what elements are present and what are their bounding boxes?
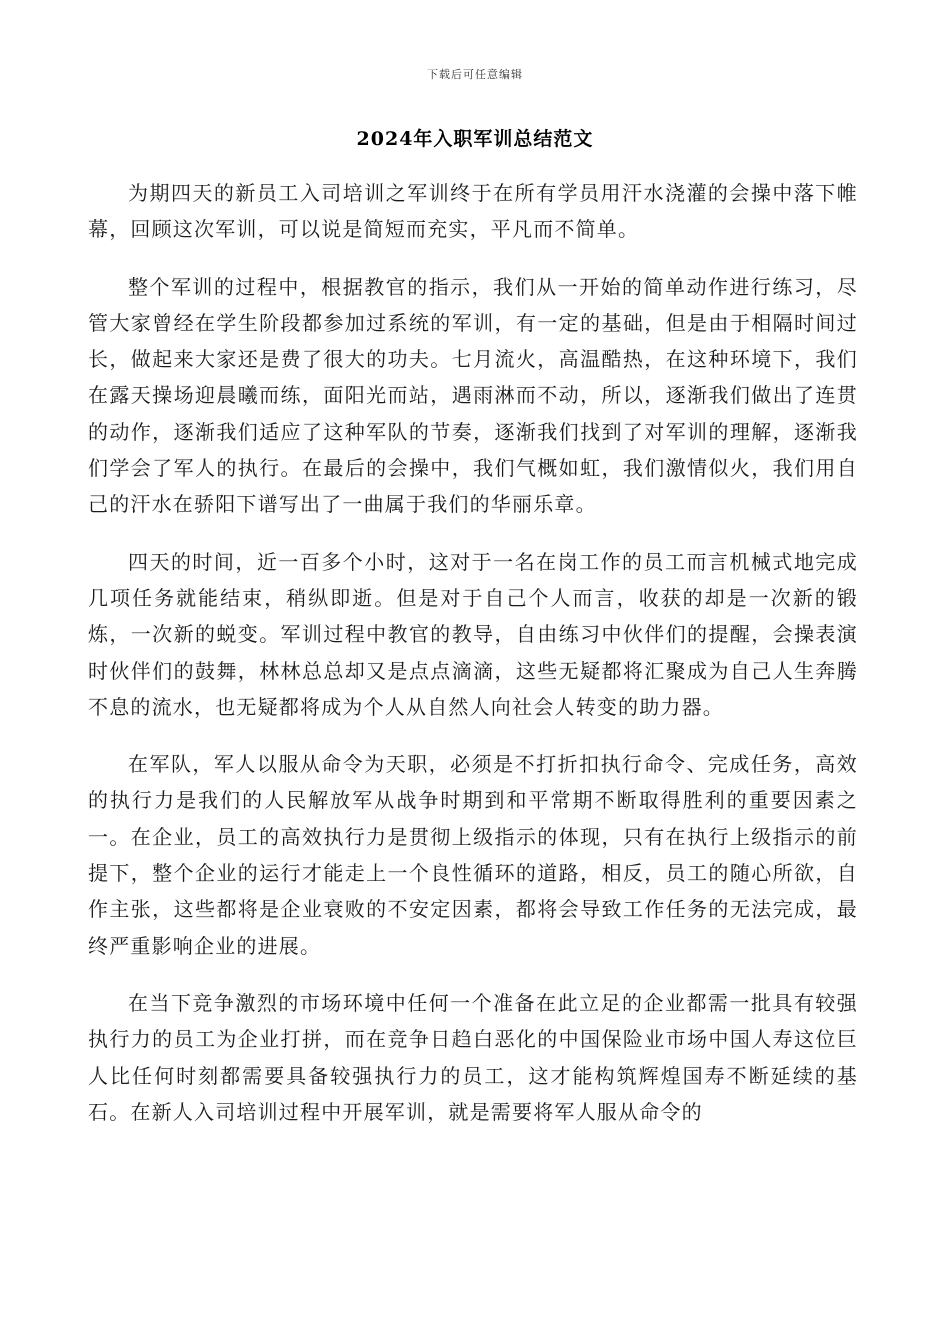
paragraph-5: 在当下竞争激烈的市场环境中任何一个准备在此立足的企业都需一批具有较强执行力的员工为企业打拼，而在竞争日趋白恶化的中国保险业市场中国人寿这位巨人比任何时刻都需要具备较强执行力的员工，这才能构筑辉煌国寿不断延续的基石。在新人入司培训过程中开展军训，就是需要将军人服从命令的 bbox=[88, 990, 858, 1124]
document-title: 2024年入职军训总结范文 bbox=[356, 128, 594, 150]
paragraph-3: 四天的时间，近一百多个小时，这对于一名在岗工作的员工而言机械式地完成几项任务就能结束，稍纵即逝。但是对于自己个人而言，收获的却是一次新的锻炼，一次新的蜕变。军训过程中教官的教导，自由练习中伙伴们的提醒，会操表演时伙伴们的鼓舞，林林总总却又是点点滴滴，这些无疑都将汇聚成为自己人生奔腾不息的流水，也无疑都将成为个人从自然人向社会人转变的助力器。 bbox=[88, 549, 858, 719]
paragraph-4: 在军队，军人以服从命令为天职，必须是不打折扣执行命令、完成任务，高效的执行力是我们的人民解放军从战争时期到和平常期不断取得胜利的重要因素之一。在企业，员工的高效执行力是贯彻上级指示的体现，只有在执行上级指示的前提下，整个企业的运行才能走上一个良性循环的道路，相反，员工的随心所欲，自作主张，这些都将是企业衰败的不安定因素，都将会导致工作任务的无法完成，最终严重影响企业的进展。 bbox=[88, 752, 858, 958]
paragraph-1: 为期四天的新员工入司培训之军训终于在所有学员用汗水浇灌的会操中落下帷幕，回顾这次军训，可以说是简短而充实，平凡而不简单。 bbox=[88, 181, 858, 242]
paragraph-2: 整个军训的过程中，根据教官的指示，我们从一开始的简单动作进行练习，尽管大家曾经在学生阶段都参加过系统的军训，有一定的基础，但是由于相隔时间过长，做起来大家还是费了很大的功夫。七月流火，高温酷热，在这种环境下，我们在露天操场迎晨曦而练，面阳光而站，遇雨淋而不动，所以，逐渐我们做出了连贯的动作，逐渐我们适应了这种军队的节奏，逐渐我们找到了对军训的理解，逐渐我们学会了军人的执行。在最后的会操中，我们气概如虹，我们激情似火，我们用自己的汗水在骄阳下谱写出了一曲属于我们的华丽乐章。 bbox=[88, 274, 858, 517]
document-body bbox=[88, 175, 858, 1151]
header-note: 下载后可任意编辑 bbox=[427, 68, 523, 81]
